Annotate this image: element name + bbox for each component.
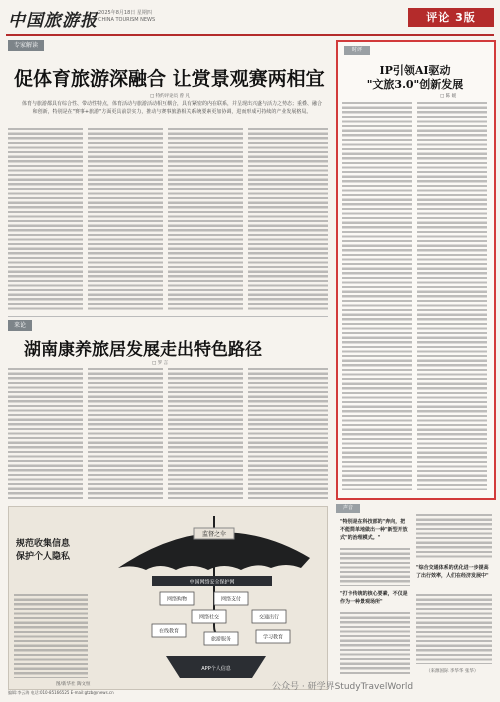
article2-column-3 (168, 368, 243, 500)
comment-text-1 (340, 548, 410, 586)
illustration-text (14, 594, 88, 678)
newspaper-logo: 中国旅游报 (8, 11, 98, 31)
comment-text-4 (416, 594, 492, 664)
comment-quote-2: "打卡传统的核心要素，不仅是作为一种景观场所" (340, 591, 408, 605)
sidebar-tag: 时评 (344, 46, 370, 55)
sidebar-title-line2: "文旅3.0"创新发展 (366, 78, 464, 91)
article2-column-4 (248, 368, 328, 500)
edition-line: CHINA TOURISM NEWS (98, 17, 156, 23)
umbrella-label: 监督之伞 (201, 531, 227, 538)
article2-kicker: 来论 (8, 320, 32, 331)
comment-quote-3: "综合交通体系的优化进一步提高了出行效率，人们在经济发展中" (416, 565, 489, 579)
divider (8, 316, 328, 317)
article2-byline: □ 罗 言 (152, 361, 169, 366)
comment-author: （来源国际 李华华 张华） (426, 669, 479, 674)
masthead (6, 4, 494, 36)
article1-column-4 (248, 128, 328, 312)
date-line: 2025年8月18日 星期四 (98, 10, 152, 16)
article1-column-3 (168, 128, 243, 312)
banner-text: 中国网络安全保护网 (189, 579, 235, 586)
comment-text-2 (340, 612, 410, 674)
illustration-caption (16, 538, 70, 564)
article2-headline: 湖南康养旅居发展走出特色路径 (24, 340, 262, 360)
article2-column-2 (88, 368, 163, 500)
phone-label: APP个人信息 (201, 666, 231, 672)
article1-lead: 体育与旅游都具有综合性、带动性特点，体育活动与旅游活动相互耦合，具有紧密的内在联系，并呈现出兴盛与活力之势态；重叠、融合和创新，特别是在"赛事+旅游"方面更具前景实力，推动与赛事旅游相关系统要素更加协调，进而形成可持续的产业发展格局。 (22, 101, 323, 115)
illustration-credit: 图/新华社 陶文恒 (56, 682, 91, 687)
sidebar-author: □ 陈 媛 (440, 94, 457, 99)
article1-kicker: 专家解读 (8, 40, 44, 51)
caption-line-2: 保护个人隐私 (16, 552, 71, 562)
article1-column-1 (8, 128, 83, 312)
box-label-5: 旅游服务 (210, 636, 232, 643)
footer: 编辑:李云海 电话:010-85166525 E-mail:gtzb@news.cn (8, 690, 114, 695)
caption-line-1: 规范收集信息 (16, 539, 71, 549)
box-label-1: 网络支付 (220, 596, 242, 603)
comment-quote-1: "特别是在科技部的"奔向，把不能简单地做出一种"新型开放式"的治理模式。" (340, 519, 408, 541)
article1-column-2 (88, 128, 163, 312)
sidebar-column-1 (342, 102, 412, 490)
comment-tag: 声音 (336, 504, 360, 513)
watermark: 公众号 · 研学界StudyTravelWorld (272, 682, 414, 692)
article2-column-1 (8, 368, 83, 500)
box-label-4: 交通出行 (258, 614, 280, 621)
sidebar-title-line1: IP引领AI驱动 (379, 64, 451, 77)
article1-byline: □ 特约评论员 曾 凡 (150, 94, 191, 99)
comment-text-3 (416, 514, 492, 560)
umbrella-illustration (96, 506, 326, 688)
box-label-0: 网络购物 (166, 596, 188, 603)
section-tag: 评论 3版 (408, 8, 494, 27)
box-label-6: 学习教育 (262, 634, 284, 641)
box-label-2: 网络社交 (198, 614, 220, 621)
masthead-meta (98, 10, 155, 24)
box-label-3: 在线教育 (158, 628, 180, 635)
article1-headline: 促体育旅游深融合 让赏景观赛两相宜 (14, 68, 325, 90)
sidebar-column-2 (417, 102, 487, 490)
